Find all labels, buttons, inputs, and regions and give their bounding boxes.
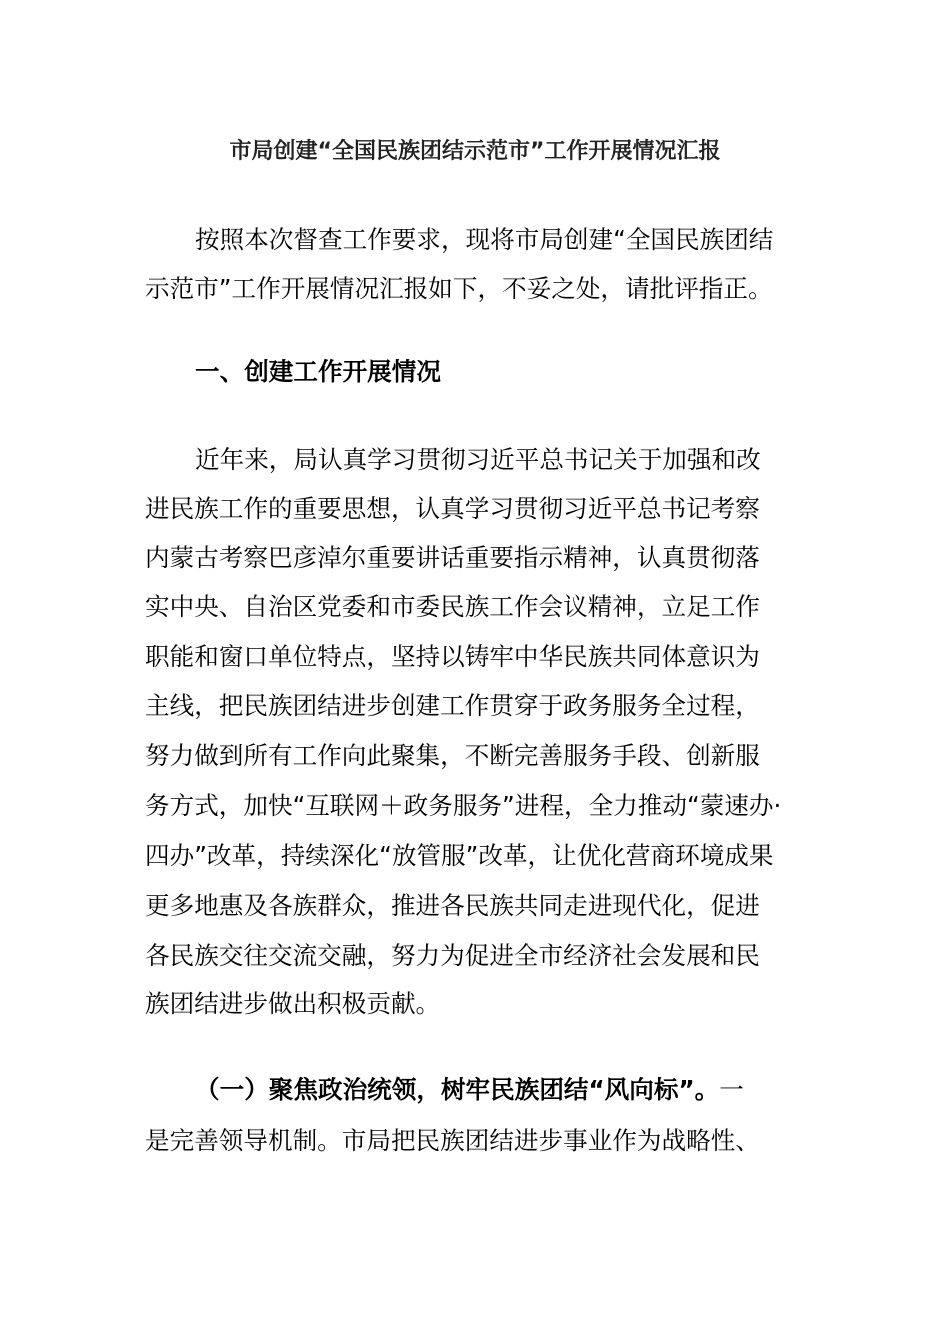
body-line: 族团结进步做出积极贡献。 bbox=[145, 989, 441, 1018]
subsection-heading: （一）聚焦政治统领，树牢民族团结“风向标”。 bbox=[195, 1075, 720, 1104]
document-title: 市局创建“全国民族团结示范市”工作开展情况汇报 bbox=[229, 139, 721, 164]
body-line: 主线，把民族团结进步创建工作贯穿于政务服务全过程， bbox=[145, 691, 760, 720]
body-line: 努力做到所有工作向此聚集，不断完善服务手段、创新服 bbox=[145, 741, 760, 770]
body-line: 内蒙古考察巴彦淖尔重要讲话重要指示精神，认真贯彻落 bbox=[145, 543, 760, 572]
body-line: 务方式，加快“互联网＋政务服务”进程，全力推动“蒙速办· bbox=[145, 791, 782, 820]
intro-line-2: 示范市”工作开展情况汇报如下，不妥之处，请批评指正。 bbox=[145, 274, 773, 303]
intro-line-1: 按照本次督查工作要求，现将市局创建“全国民族团结 bbox=[195, 225, 774, 254]
body-line: 进民族工作的重要思想，认真学习贯彻习近平总书记考察 bbox=[145, 494, 760, 523]
subsection-lead-in: 一 bbox=[719, 1075, 744, 1104]
subsection-line-1 bbox=[195, 1074, 855, 1106]
body-line: 各民族交往交流交融，努力为促进全市经济社会发展和民 bbox=[145, 941, 760, 970]
body-line: 更多地惠及各族群众，推进各民族共同走进现代化，促进 bbox=[145, 891, 760, 920]
body-line: 近年来，局认真学习贯彻习近平总书记关于加强和改 bbox=[195, 445, 761, 474]
subsection-line-2: 是完善领导机制。市局把民族团结进步事业作为战略性、 bbox=[145, 1126, 760, 1155]
body-line: 实中央、自治区党委和市委民族工作会议精神，立足工作 bbox=[145, 592, 760, 621]
body-line: 四办”改革，持续深化“放管服”改革，让优化营商环境成果 bbox=[145, 841, 774, 870]
section-heading: 一、创建工作开展情况 bbox=[195, 357, 441, 386]
body-line: 职能和窗口单位特点，坚持以铸牢中华民族共同体意识为 bbox=[145, 642, 760, 671]
